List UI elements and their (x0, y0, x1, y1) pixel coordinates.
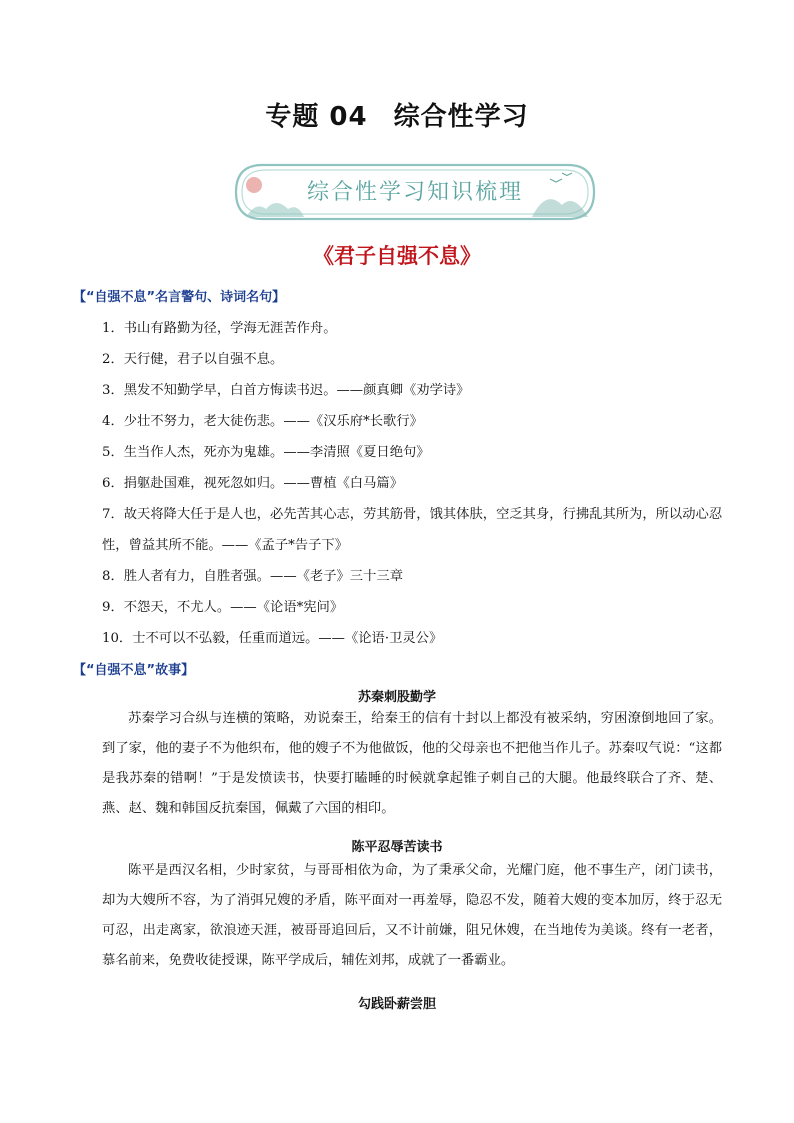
quote-line: 性，曾益其所不能。——《孟子*告子下》 (102, 538, 348, 553)
title-topic-number: 专题 04 (265, 102, 368, 132)
section-heading-quotes: 【“自强不息”名言警句、诗词名句】 (73, 290, 286, 305)
quote-line: 9．不怨天，不尤人。——《论语*宪问》 (102, 600, 344, 615)
quote-line: 5．生当作人杰，死亦为鬼雄。——李清照《夏日绝句》 (102, 445, 430, 460)
story-title: 苏秦刺股勤学 (357, 690, 436, 705)
chapter-subtitle: 《君子自强不息》 (313, 243, 481, 268)
quote-line: 3．黑发不知勤学早，白首方悔读书迟。——颜真卿《劝学诗》 (102, 383, 470, 398)
quote-line: 7．故天将降大任于是人也，必先苦其心志，劳其筋骨，饿其体肤，空乏其身，行拂乱其所为，所以动心忍 (102, 507, 723, 522)
quote-line: 6．捐躯赴国难，视死忽如归。——曹植《白马篇》 (102, 476, 403, 491)
quote-line: 4．少壮不努力，老大徒伤悲。——《汉乐府*长歌行》 (102, 414, 423, 429)
quote-line: 2．天行健，君子以自强不息。 (102, 352, 284, 367)
section-heading-stories: 【“自强不息”故事】 (73, 663, 195, 678)
page-title (0, 96, 794, 133)
section-banner (232, 159, 598, 225)
title-topic-name: 综合性学习 (393, 102, 529, 132)
story-paragraph: 苏秦学习合纵与连横的策略，劝说秦王，给秦王的信有十封以上都没有被采纳，穷困潦倒地回了家。到了家，他的妻子不为他织布，他的嫂子不为他做饭，他的父母亲也不把他当作儿子。苏秦叹气说：“这都是我苏秦的错啊！”于是发愤读书，快要打瞌睡的时候就拿起锥子刺自己的大腿。他最终联合了齐、楚、燕、赵、魏和韩国反抗秦国，佩戴了六国的相印。 (102, 711, 722, 816)
quote-line: 1．书山有路勤为径，学海无涯苦作舟。 (102, 321, 337, 336)
quote-line: 8．胜人者有力，自胜者强。——《老子》三十三章 (102, 569, 403, 584)
banner-title: 综合性学习知识梳理 (306, 180, 523, 205)
story-title: 陈平忍辱苦读书 (351, 840, 443, 855)
quote-line: 10．士不可以不弘毅，任重而道远。——《论语·卫灵公》 (102, 631, 443, 646)
story-title: 勾践卧薪尝胆 (357, 997, 436, 1012)
story-paragraph: 陈平是西汉名相，少时家贫，与哥哥相依为命，为了秉承父命，光耀门庭，他不事生产，闭门读书，却为大嫂所不容，为了消弭兄嫂的矛盾，陈平面对一再羞辱，隐忍不发，随着大嫂的变本加厉，终于忍无可忍，出走离家，欲浪迹天涯，被哥哥追回后，又不计前嫌，阻兄休嫂，在当地传为美谈。终有一老者，慕名前来，免费收徒授课，陈平学成后，辅佐刘邦，成就了一番霸业。 (102, 863, 722, 968)
